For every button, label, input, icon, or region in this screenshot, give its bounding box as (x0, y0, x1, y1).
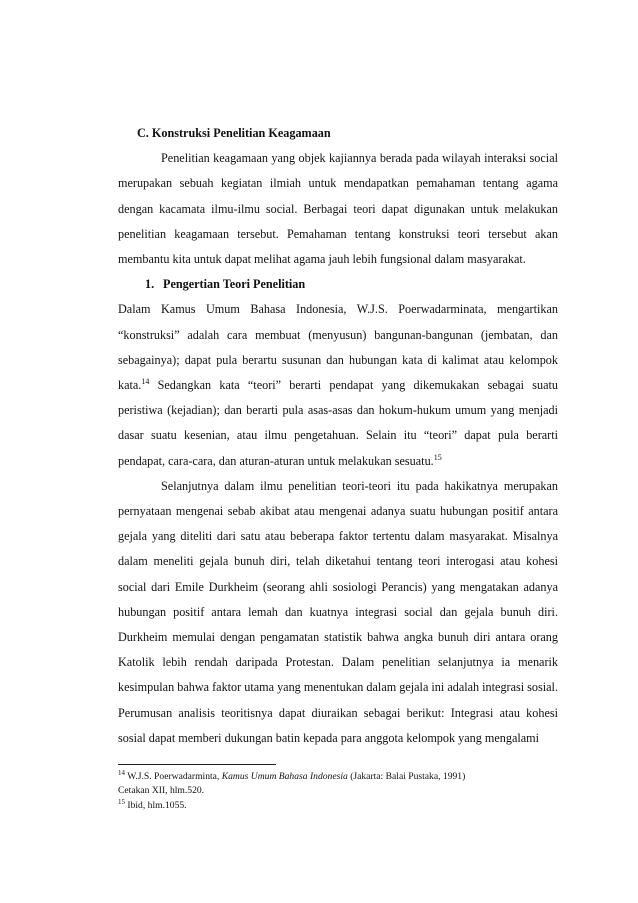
footnote-text: Cetakan XII, hlm.520. (118, 785, 205, 797)
footnote-mark: 15 (118, 797, 125, 806)
subheading (118, 272, 558, 297)
paragraph-2 (118, 297, 558, 473)
footnote-text: (Jakarta: Balai Pustaka, 1991) (347, 771, 466, 782)
footnote-book-title: Kamus Umum Bahasa Indonesia (221, 771, 348, 782)
paragraph-1: Penelitian keagamaan yang objek kajiannya berada pada wilayah interaksi social merupakan sebuah kegiatan ilmiah untuk mendapatkan pemahaman tentang agama dengan kacamata ilmu-ilmu social. Berbagai teori dapat digunakan untuk melakukan penelitian keagamaan tersebut. Pemahaman tentang konstruksi teori tersebut akan membantu kita untuk dapat melihat agama jauh lebih fungsional dalam masyarakat. (118, 151, 558, 267)
subheading-title: Pengertian Teori Penelitian (163, 277, 306, 292)
footnote-divider (118, 764, 276, 765)
paragraph-2-part-b: Sedangkan kata “teori” berarti pendapat yang dikemukakan sebagai suatu peristiwa (kejadian); dan berarti pula asas-asas dan hokum-hukum umum yang menjadi dasar suatu kesenian, atau ilmu pengetahuan. Selain itu “teori” dapat pula berarti pendapat, cara-cara, dan aturan-aturan untuk melakukan sesuatu. (118, 378, 558, 468)
footnote-text: W.J.S. Poerwadarminta, (125, 771, 222, 782)
section-heading: C. Konstruksi Penelitian Keagamaan (137, 126, 331, 140)
paragraph-2-part-a: Dalam Kamus Umum Bahasa Indonesia, W.J.S. Poerwadarminata, mengartikan “konstruksi” adalah cara membuat (menyusun) bangunan-bangunan (jembatan, dan sebagainya); dapat pula berartu susunan dan hubungan kata di kalimat atau kelompok kata. (118, 302, 558, 393)
footnote-14 (118, 770, 558, 799)
footnote-ref-14[interactable]: 14 (141, 376, 150, 386)
footnote-mark: 14 (118, 768, 125, 777)
footnote-15 (118, 799, 558, 813)
footnote-ref-15[interactable]: 15 (433, 452, 442, 462)
subheading-number: 1. (145, 277, 155, 292)
paragraph-3: Selanjutnya dalam ilmu penelitian teori-teori itu pada hakikatnya merupakan pernyataan mengenai sebab akibat atau mengenai adanya suatu hubungan positif antara gejala yang diteliti dari satu atau beberapa faktor tertentu dalam masyarakat. Misalnya dalam meneliti gejala bunuh diri, telah diketahui tentang teori interogasi atau kohesi social dari Emile Durkheim (seorang ahli sosiologi Perancis) yang mengatakan adanya hubungan positif antara lemah dan kuatnya integrasi social dan gejala bunuh diri. Durkheim memulai dengan pengamatan statistik bahwa angka bunuh diri antara orang Katolik lebih rendah daripada Protestan. Dalam penelitian selanjutnya ia menarik kesimpulan bahwa faktor utama yang menentukan dalam gejala ini adalah integrasi sosial. Perumusan analisis teoritisnya dapat diuraikan sebagai berikut: Integrasi atau kohesi sosial dapat memberi dukungan batin kepada para anggota kelompok yang mengalami (118, 478, 558, 745)
body-text (118, 121, 558, 751)
footnote-text: Ibid, hlm.1055. (125, 799, 187, 811)
footnotes (118, 770, 558, 813)
